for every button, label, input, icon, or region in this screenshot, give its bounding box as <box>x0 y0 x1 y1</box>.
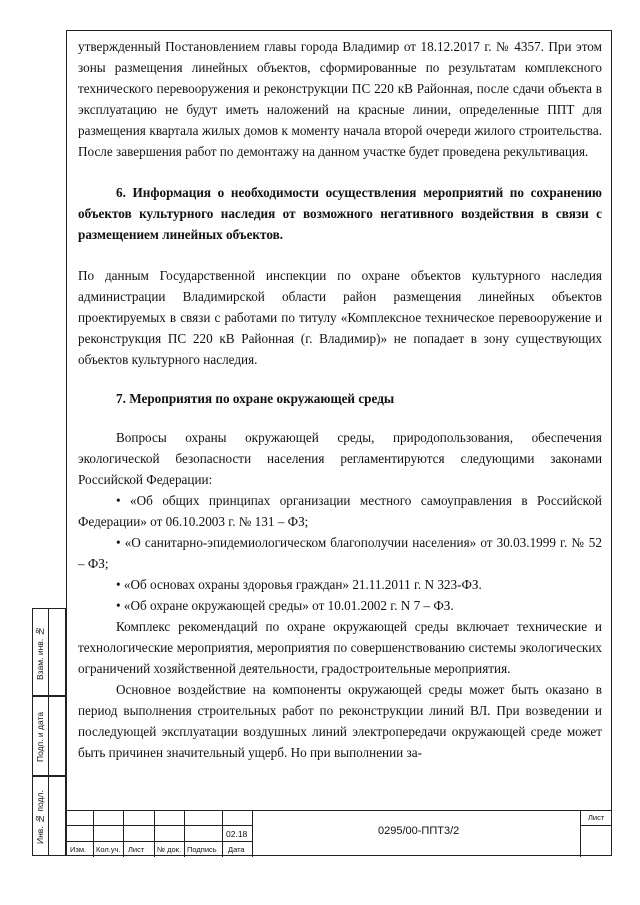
stamp-header-izm: Изм. <box>70 845 87 854</box>
section-7-heading: 7. Мероприятия по охране окружающей среды <box>116 391 395 406</box>
stamp-header-list: Лист <box>128 845 145 854</box>
paragraph-5: Основное воздействие на компоненты окружающей среды может быть оказано в период выполнения строительных работ по реконструкции линий ВЛ. При возведении и последующей эксплуатации воздушных линий электропередачи окружающей среде может быть причинен значительный ущерб. Но при выполнении за- <box>78 682 602 760</box>
paragraph-2: По данным Государственной инспекции по охране объектов культурного наследия администрации Владимирской области район размещения линейных объектов проектируемых в связи с работами по титулу «Комплексное техническое перевооружение и реконструкция ПС 220 кВ Районная (г. Владимир)» не попадает в зону существующих объектов культурного наследия. <box>78 268 602 367</box>
bullet-item: • «Об общих принципах организации местного самоуправления в Российской Федерации» от 06.10.2003 г. № 131 – ФЗ; <box>78 493 602 529</box>
stamp-date: 02.18 <box>226 829 248 839</box>
bullet-item: • «Об основах охраны здоровья граждан» 21.11.2011 г. N 323-ФЗ. <box>116 577 482 592</box>
stamp-header-data: Дата <box>228 845 245 854</box>
section-6-heading: 6. Информация о необходимости осуществления мероприятий по сохранению объектов культурного наследия от возможного негативного воздействия в связи с размещением линейных объектов. <box>78 185 602 242</box>
side-block-inv <box>32 776 66 856</box>
document-body <box>78 36 602 763</box>
side-block-vzam <box>32 608 66 696</box>
bullet-item: • «О санитарно-эпидемиологическом благополучии населения» от 30.03.1999 г. № 52 – ФЗ; <box>78 535 602 571</box>
title-block <box>66 810 612 857</box>
paragraph-3: Вопросы охраны окружающей среды, природопользования, обеспечения экологической безопасности населения регламентируются следующими законами Российской Федерации: <box>78 430 602 487</box>
stamp-header-kol: Кол.уч. <box>96 845 121 854</box>
bullet-item: • «Об охране окружающей среды» от 10.01.2002 г. N 7 – ФЗ. <box>116 598 454 613</box>
stamp-header-doc: № док. <box>157 845 182 854</box>
side-label-podp: Подп. и дата <box>35 711 45 763</box>
side-label-inv: Инв. № подл. <box>35 790 45 844</box>
paragraph-1: утвержденный Постановлением главы города Владимир от 18.12.2017 г. № 4357. При этом зоны размещения линейных объектов, сформированные по результатам комплексного технического перевооружения и реконструкции ПС 220 кВ Районная, после сдачи объекта в эксплуатацию не будут иметь наложений на красные линии, определенные ППТ для размещения квартала жилых домов к моменту начала второй очереди жилого строительства. После завершения работ по демонтажу на данном участке будет проведена рекультивация. <box>78 39 602 159</box>
paragraph-4: Комплекс рекомендаций по охране окружающей среды включает технические и технологические мероприятия, мероприятия по совершенствованию системы экологических ограничений хозяйственной деятельности, градостроительные мероприятия. <box>78 619 602 676</box>
side-block-podp <box>32 696 66 776</box>
document-code: 0295/00-ППТ3/2 <box>378 825 460 837</box>
stamp-header-podpis: Подпись <box>187 845 217 854</box>
sheet-label: Лист <box>588 813 605 822</box>
side-label-vzam: Взам. инв. № <box>35 626 45 680</box>
